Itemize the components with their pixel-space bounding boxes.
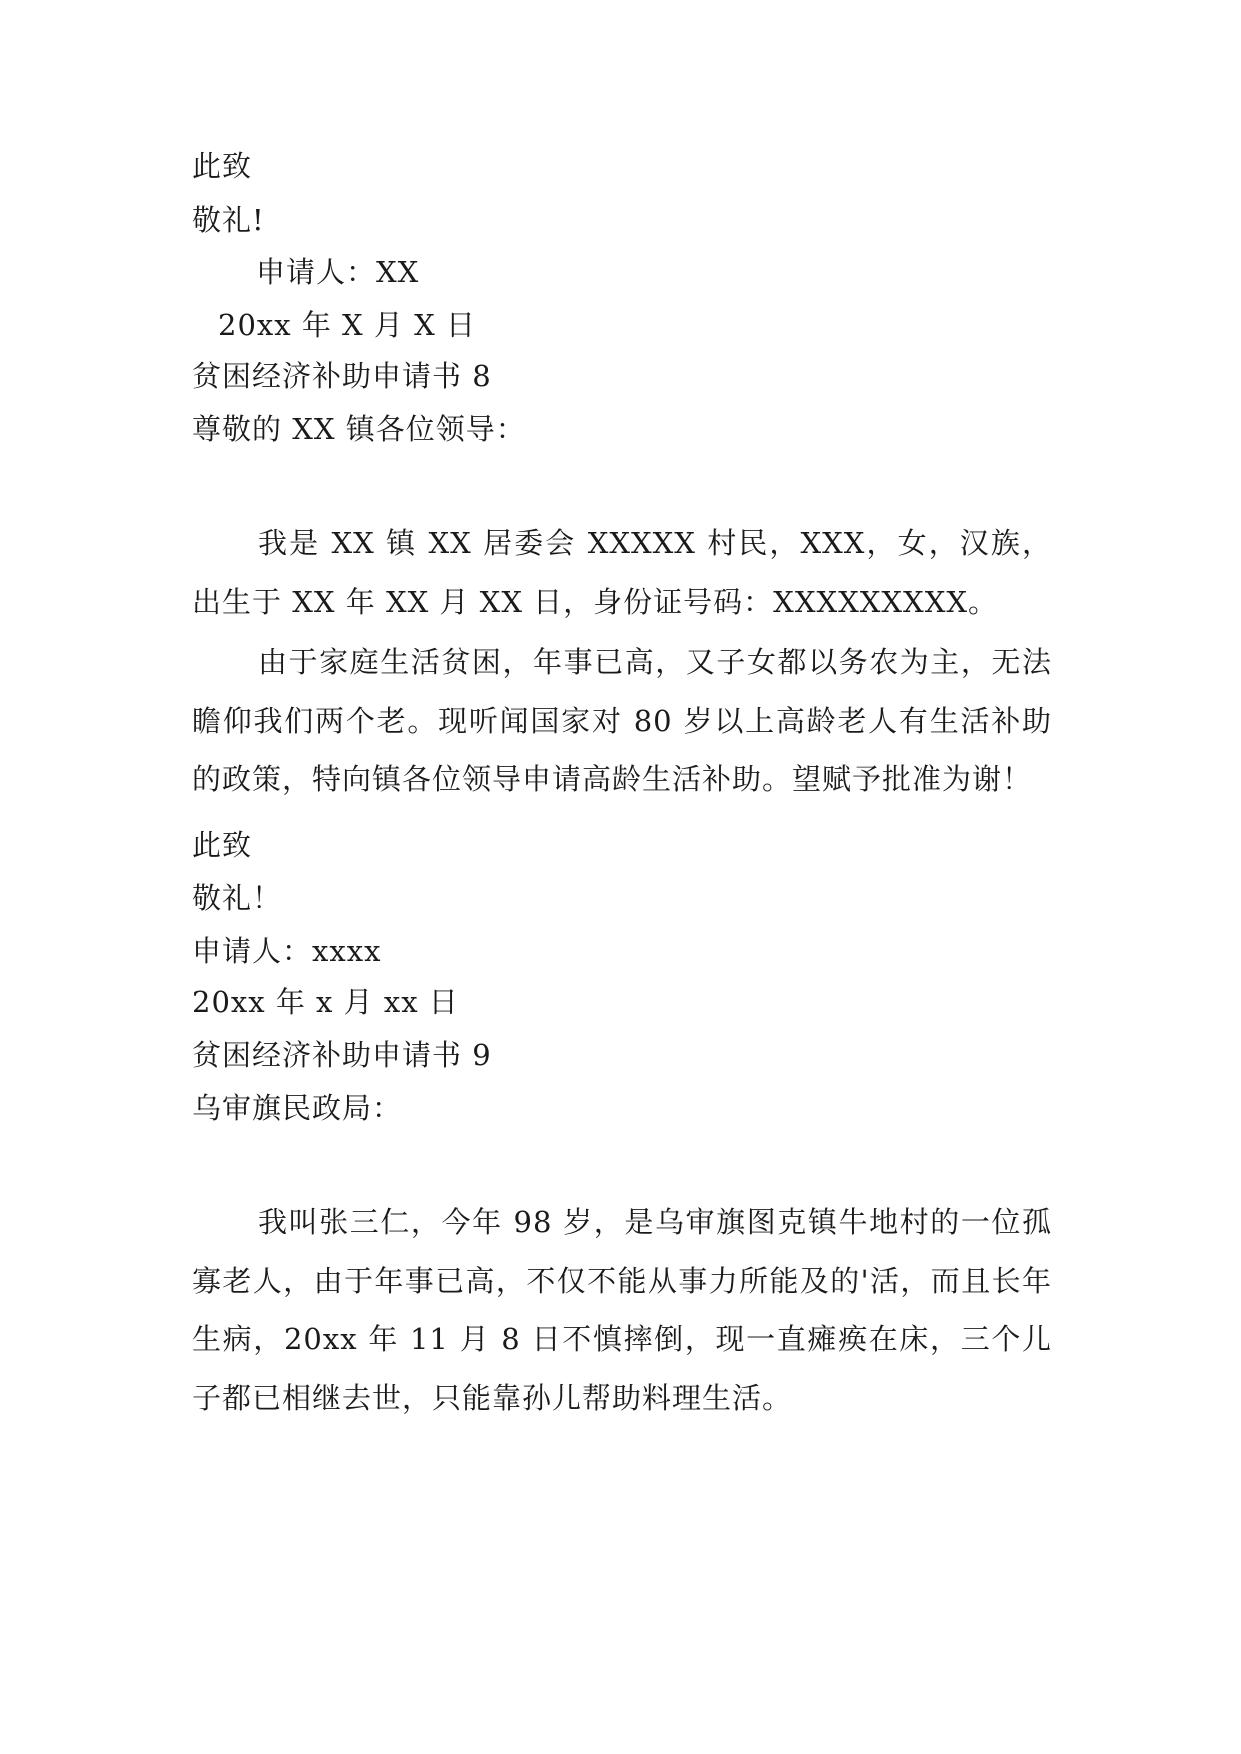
salutation: 乌审旗民政局： (192, 1091, 403, 1125)
section-heading-9: 贫困经济补助申请书 9 (192, 1038, 492, 1072)
closing-line-2: 敬礼! (192, 203, 265, 237)
body-paragraph: 我是 XX 镇 XX 居委会 XXXXX 村民，XXX，女，汉族，出生于 XX 年 XX 月 XX 日，身份证号码：XXXXXXXXX。 (192, 526, 1052, 619)
body-paragraph: 我叫张三仁，今年 98 岁，是乌审旗图克镇牛地村的一位孤寡老人，由于年事已高，不仅不能从事力所能及的'活，而且长年生病，20xx 年 11 月 8 日不慎摔倒，现一直瘫痪在床，三个儿子都已相继去世，只能靠孙儿帮助料理生活。 (192, 1205, 1052, 1415)
closing-line-1: 此致 (192, 828, 253, 862)
closing-line-1: 此致 (192, 149, 253, 183)
signature-date: 20xx 年 X 月 X 日 (218, 308, 476, 342)
salutation: 尊敬的 XX 镇各位领导： (192, 412, 526, 446)
applicant-signature: 申请人：XX (256, 255, 420, 289)
section-heading-8: 贫困经济补助申请书 8 (192, 359, 492, 393)
closing-line-2: 敬礼！ (192, 881, 283, 915)
applicant-signature: 申请人：xxxx (192, 934, 382, 968)
body-paragraph: 由于家庭生活贫困，年事已高，又子女都以务农为主，无法瞻仰我们两个老。现听闻国家对 80 岁以上高龄老人有生活补助的政策，特向镇各位领导申请高龄生活补助。望赋予批准为谢！ (192, 645, 1052, 796)
signature-date: 20xx 年 x 月 xx 日 (192, 985, 459, 1019)
